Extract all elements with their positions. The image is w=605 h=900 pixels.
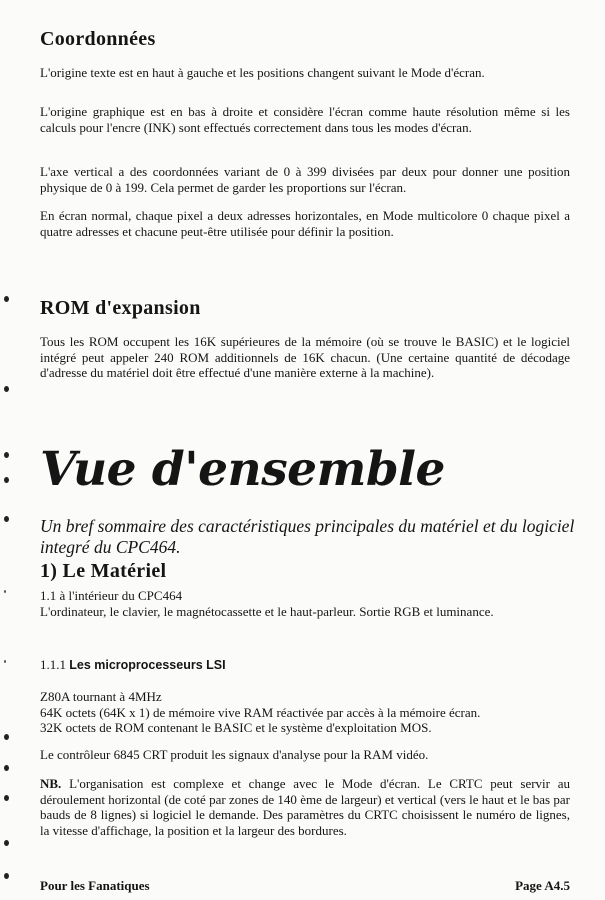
nb-label: NB. — [40, 776, 62, 791]
binding-hole-mark — [4, 840, 9, 846]
section-heading-materiel: 1) Le Matériel — [40, 560, 167, 582]
binding-hole-mark — [4, 795, 9, 801]
binding-hole-mark — [4, 765, 9, 771]
binding-hole-mark — [4, 516, 9, 522]
paragraph: L'ordinateur, le clavier, le magnétocassette et le haut-parleur. Sortie RGB et luminance. — [40, 603, 494, 619]
spec-lines — [40, 689, 570, 736]
page-number: Page A4.5 — [515, 878, 570, 893]
binding-hole-mark — [4, 452, 9, 458]
footer-left: Pour les Fanatiques — [40, 878, 150, 893]
binding-hole-mark — [4, 734, 9, 740]
subsection-title: 1.1 à l'intérieur du CPC464 — [40, 588, 183, 603]
paragraph: Le contrôleur 6845 CRT produit les signaux d'analyse pour la RAM vidéo. — [40, 747, 429, 762]
spec-line: 32K octets de ROM contenant le BASIC et le système d'exploitation MOS. — [40, 720, 432, 735]
binding-hole-mark — [4, 590, 6, 593]
subsection-number: 1.1.1 — [40, 657, 66, 672]
paragraph: En écran normal, chaque pixel a deux adresses horizontales, en Mode multicolore 0 chaque pixel a quatre adresses et chacune peut-être utilisée pour définir la position. — [40, 208, 570, 239]
nb-paragraph — [40, 776, 570, 838]
paragraph: L'axe vertical a des coordonnées variant de 0 à 399 divisées par deux pour donner une position physique de 0 à 199. Cela permet de garder les proportions sur l'écran. — [40, 164, 570, 195]
chapter-title: Vue d'ensemble — [40, 442, 445, 497]
section-heading-rom-expansion: ROM d'expansion — [40, 297, 201, 319]
spec-line: 64K octets (64K x 1) de mémoire vive RAM réactivée par accès à la mémoire écran. — [40, 704, 481, 720]
spec-line: Z80A tournant à 4MHz — [40, 689, 162, 704]
paragraph: L'origine texte est en haut à gauche et les positions changent suivant le Mode d'écran. — [40, 65, 485, 80]
subsection-1-1-1-heading — [40, 657, 570, 674]
section-heading-coordonnees: Coordonnées — [40, 28, 156, 50]
subsection-title: Les microprocesseurs LSI — [69, 658, 226, 672]
binding-hole-mark — [4, 477, 9, 483]
paragraph: Tous les ROM occupent les 16K supérieures de la mémoire (où se trouve le BASIC) et le logiciel intégré peut appeler 240 ROM additionnels de 16K chacun. (Une certaine quantité de décodage d'adresse du matériel doit être effectué d'une manière externe à la machine). — [40, 334, 570, 380]
binding-hole-mark — [4, 660, 6, 663]
paragraph: L'origine graphique est en bas à droite et considère l'écran comme haute résolution même si les calculs pour l'encre (INK) sont effectués correctement dans tous les modes d'écran. — [40, 104, 570, 135]
nb-text: L'organisation est complexe et change avec le Mode d'écran. Le CRTC peut servir au déroulement horizontal (de coté par zones de 140 ème de largeur) et vertical (vers le haut et le bas par bauds de 8 lignes) si logiciel le demande. Des paramètres du CRTC choisissent le numéro de lignes, la vitesse d'affichage, la position et la largeur des bordures. — [40, 776, 571, 838]
binding-hole-mark — [4, 873, 9, 879]
chapter-subtitle: Un bref sommaire des caractéristiques principales du matériel et du logiciel integré du CPC464. — [40, 516, 575, 557]
binding-hole-mark — [4, 386, 9, 392]
binding-hole-mark — [4, 296, 9, 302]
subsection-1-1 — [40, 588, 570, 619]
